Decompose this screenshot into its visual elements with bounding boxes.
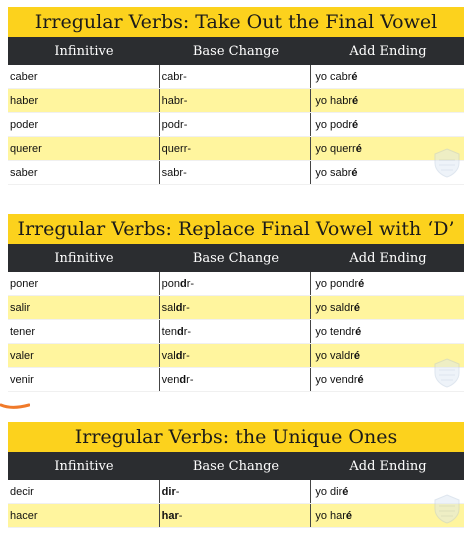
header-base-change: Base Change	[192, 250, 280, 266]
base-suffix: r-	[183, 325, 192, 338]
cell-infinitive	[8, 320, 159, 343]
infinitive-text: venir	[10, 373, 34, 386]
cell-base-change	[159, 161, 311, 184]
cell-infinitive	[8, 368, 159, 391]
cell-base-change	[159, 504, 311, 527]
table-row	[8, 65, 464, 89]
base-bold: har	[161, 509, 179, 522]
base-bold: d	[176, 325, 184, 338]
table-row	[8, 137, 464, 161]
cell-add-ending	[310, 272, 464, 295]
table-header	[8, 244, 464, 272]
header-add-ending: Add Ending	[349, 458, 427, 474]
header-add-ending: Add Ending	[349, 250, 427, 266]
shield-watermark-icon	[434, 494, 460, 524]
table-row	[8, 320, 464, 344]
table-body	[8, 65, 464, 185]
ending-bold: é	[355, 142, 362, 155]
ending-prefix: yo pondr	[315, 277, 359, 290]
cell-infinitive	[8, 504, 159, 527]
table-row	[8, 113, 464, 137]
shield-watermark-icon	[434, 358, 460, 388]
ending-prefix: yo valdr	[315, 349, 354, 362]
infinitive-text: caber	[10, 70, 38, 83]
base-suffix: r-	[186, 373, 194, 386]
table-header	[8, 37, 464, 65]
cell-base-change	[159, 89, 311, 112]
cell-infinitive	[8, 296, 159, 319]
base-suffix: r-	[186, 277, 195, 290]
infinitive-text: querer	[10, 142, 42, 155]
table-row	[8, 272, 464, 296]
section-title: Irregular Verbs: the Unique Ones	[8, 422, 464, 452]
header-base-change: Base Change	[192, 43, 280, 59]
base-suffix: -	[175, 485, 180, 498]
table-row	[8, 296, 464, 320]
ending-prefix: yo querr	[315, 142, 356, 155]
ending-bold: é	[355, 325, 362, 338]
infinitive-text: poner	[10, 277, 39, 290]
cell-base-change	[159, 272, 311, 295]
base-bold: d	[179, 373, 187, 386]
cell-infinitive	[8, 161, 159, 184]
cell-base-change	[159, 344, 311, 367]
base-suffix: r-	[182, 301, 190, 314]
base-prefix: val	[161, 349, 176, 362]
section-replace-with-d	[8, 214, 464, 392]
header-base-change: Base Change	[192, 458, 280, 474]
cell-add-ending	[310, 296, 464, 319]
ending-prefix: yo sabr	[315, 166, 352, 179]
infinitive-text: salir	[10, 301, 31, 314]
cell-infinitive	[8, 113, 159, 136]
cell-infinitive	[8, 480, 159, 503]
table-row	[8, 480, 464, 504]
base-prefix: pon	[161, 277, 181, 290]
cell-base-change	[159, 480, 311, 503]
header-add-ending: Add Ending	[349, 43, 427, 59]
infinitive-text: tener	[10, 325, 36, 338]
base-bold: dir	[161, 485, 176, 498]
ending-prefix: yo dir	[315, 485, 343, 498]
ending-bold: é	[351, 70, 358, 83]
base-bold: d	[175, 301, 183, 314]
section-title: Irregular Verbs: Replace Final Vowel with ‘D’	[8, 214, 464, 244]
cell-add-ending	[310, 89, 464, 112]
table-row	[8, 89, 464, 113]
base-prefix: sabr-	[161, 166, 187, 179]
cell-add-ending	[310, 65, 464, 88]
base-bold: d	[175, 349, 183, 362]
section-final-vowel	[8, 7, 464, 185]
infinitive-text: hacer	[10, 509, 38, 522]
infinitive-text: valer	[10, 349, 34, 362]
base-suffix: -	[178, 509, 183, 522]
ending-prefix: yo tendr	[315, 325, 356, 338]
ending-bold: é	[353, 301, 360, 314]
ending-bold: é	[352, 118, 359, 131]
base-prefix: podr-	[161, 118, 188, 131]
infinitive-text: poder	[10, 118, 39, 131]
table-row	[8, 504, 464, 528]
cell-base-change	[159, 113, 311, 136]
ending-prefix: yo podr	[315, 118, 353, 131]
header-infinitive: Infinitive	[54, 43, 114, 59]
cell-base-change	[159, 65, 311, 88]
ending-bold: é	[345, 509, 353, 522]
ending-prefix: yo cabr	[315, 70, 352, 83]
table-row	[8, 344, 464, 368]
cell-add-ending	[310, 113, 464, 136]
shield-watermark-icon	[434, 148, 460, 178]
table-body	[8, 272, 464, 392]
cell-add-ending	[310, 320, 464, 343]
base-prefix: cabr-	[161, 70, 187, 83]
header-infinitive: Infinitive	[54, 250, 114, 266]
ending-bold: é	[353, 349, 360, 362]
cell-base-change	[159, 320, 311, 343]
base-prefix: querr-	[161, 142, 192, 155]
table-row	[8, 161, 464, 185]
base-prefix: ven	[161, 373, 180, 386]
base-bold: d	[180, 277, 187, 290]
base-prefix: sal	[161, 301, 176, 314]
ending-prefix: yo vendr	[315, 373, 358, 386]
ending-prefix: yo habr	[315, 94, 353, 107]
infinitive-text: haber	[10, 94, 39, 107]
section-title: Irregular Verbs: Take Out the Final Vowel	[8, 7, 464, 37]
ending-prefix: yo har	[315, 509, 346, 522]
ending-bold: é	[342, 485, 349, 498]
infinitive-text: saber	[10, 166, 38, 179]
cell-infinitive	[8, 89, 159, 112]
annotation-mark	[0, 402, 30, 410]
ending-bold: é	[357, 373, 364, 386]
cell-infinitive	[8, 137, 159, 160]
table-body	[8, 480, 464, 528]
base-prefix: ten	[161, 325, 177, 338]
base-suffix: r-	[182, 349, 190, 362]
ending-bold: é	[351, 166, 358, 179]
cell-base-change	[159, 296, 311, 319]
ending-bold: é	[358, 277, 365, 290]
infinitive-text: decir	[10, 485, 34, 498]
ending-prefix: yo saldr	[315, 301, 354, 314]
cell-infinitive	[8, 65, 159, 88]
header-infinitive: Infinitive	[54, 458, 114, 474]
base-prefix: habr-	[161, 94, 188, 107]
table-header	[8, 452, 464, 480]
cell-infinitive	[8, 344, 159, 367]
cell-base-change	[159, 368, 311, 391]
table-row	[8, 368, 464, 392]
section-unique-ones	[8, 422, 464, 528]
ending-bold: é	[352, 94, 359, 107]
cell-infinitive	[8, 272, 159, 295]
cell-base-change	[159, 137, 311, 160]
